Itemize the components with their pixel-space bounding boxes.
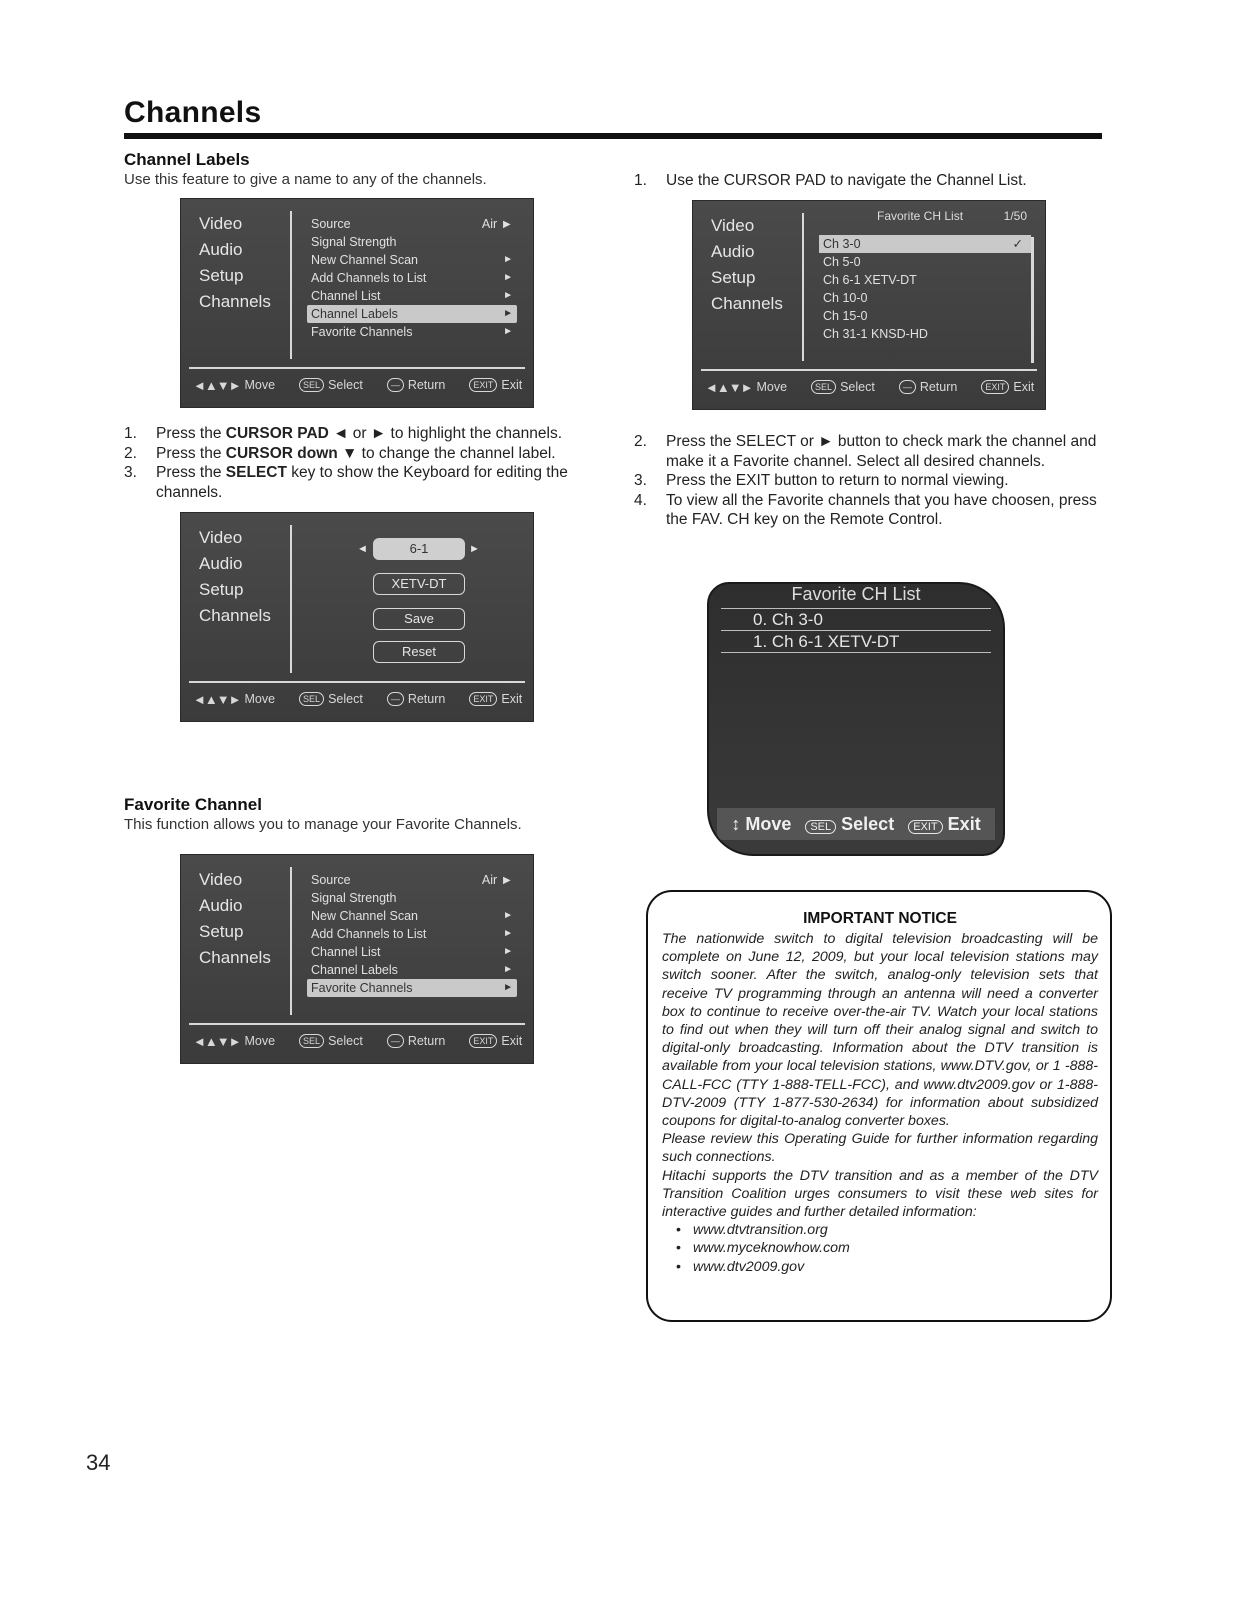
osd-channel-number: 6-1 xyxy=(373,538,465,560)
list-item: Ch 10-0 xyxy=(823,291,868,305)
osd-footer-rule xyxy=(189,681,525,683)
osd-screen-label-edit xyxy=(180,512,534,722)
osd-menu-setup: Setup xyxy=(199,922,244,941)
osd-menu-setup: Setup xyxy=(199,266,244,285)
list-item: Ch 5-0 xyxy=(823,255,861,269)
list-item: Ch 15-0 xyxy=(823,309,868,323)
sel-key-icon: SEL xyxy=(299,692,324,706)
notice-paragraph: Hitachi supports the DTV transition and as a member of the DTV Transition Coalition urges consumers to visit these web sites for interactive guides and further detailed information: xyxy=(662,1167,1098,1221)
page-number: 34 xyxy=(86,1450,111,1475)
osd-divider xyxy=(802,213,804,361)
notice-link: • www.myceknowhow.com xyxy=(676,1239,1098,1257)
fav-screen-rule xyxy=(721,652,991,653)
osd-item-channel-list: Channel List ► xyxy=(311,945,513,959)
osd-main-menu xyxy=(711,213,783,317)
osd-item-favorite-channels: Favorite Channels ► xyxy=(307,979,517,997)
osd-footer: ◄▲▼► Move SEL Select — Return EXIT Exit xyxy=(193,691,523,707)
cursor-arrows-icon: ◄▲▼► xyxy=(193,691,241,707)
sel-key-icon: SEL xyxy=(299,1034,324,1048)
fav-screen-footer: ↕ Move SEL Select EXIT Exit xyxy=(717,808,995,840)
osd-main-menu xyxy=(199,525,271,629)
sel-key-icon: SEL xyxy=(811,380,836,394)
list-item: Ch 31-1 KNSD-HD xyxy=(823,327,928,341)
osd-save-button: Save xyxy=(373,608,465,630)
osd-item-signal-strength: Signal Strength xyxy=(311,891,397,905)
right-arrow-icon: ► xyxy=(469,543,480,555)
osd-item-new-channel-scan: New Channel Scan ► xyxy=(311,909,513,923)
notice-link: • www.dtvtransition.org xyxy=(676,1221,1098,1239)
osd-menu-setup: Setup xyxy=(711,268,756,287)
osd-item-favorite-channels: Favorite Channels ► xyxy=(311,325,513,339)
osd-menu-video: Video xyxy=(199,528,243,547)
list-item: 4. To view all the Favorite channels that you have choosen, press the FAV. CH key on the Remote Control. xyxy=(634,491,1097,528)
right-steps-first xyxy=(634,171,1114,191)
return-key-icon: — xyxy=(387,692,404,706)
osd-fav-list xyxy=(819,235,1031,343)
list-item: 3. Press the EXIT button to return to normal viewing. xyxy=(634,472,1009,489)
osd-item-add-channels: Add Channels to List ► xyxy=(311,927,513,941)
exit-key-icon: EXIT xyxy=(981,380,1009,394)
exit-key-icon: EXIT xyxy=(469,378,497,392)
osd-menu-audio: Audio xyxy=(711,242,755,261)
osd-item-source: Source Air ► xyxy=(311,217,513,231)
osd-divider xyxy=(290,211,292,359)
osd-submenu xyxy=(307,215,517,341)
right-steps-rest xyxy=(634,432,1104,530)
osd-footer: ◄▲▼► Move SEL Select — Return EXIT Exit xyxy=(193,1033,523,1049)
osd-footer: ◄▲▼► Move SEL Select — Return EXIT Exit xyxy=(193,377,523,393)
osd-menu-audio: Audio xyxy=(199,554,243,573)
return-key-icon: — xyxy=(899,380,916,394)
osd-menu-channels: Channels xyxy=(711,294,783,313)
osd-divider xyxy=(290,525,292,673)
checkmark-icon: ✓ xyxy=(1012,237,1023,251)
osd-divider xyxy=(290,867,292,1015)
exit-key-icon: EXIT xyxy=(469,692,497,706)
osd-screen-favorite-list xyxy=(692,200,1046,410)
osd-menu-setup: Setup xyxy=(199,580,244,599)
list-item: 1. Press the CURSOR PAD ◄ or ► to highlight the channels. xyxy=(124,425,563,442)
channel-labels-intro: Use this feature to give a name to any of the channels. xyxy=(124,171,487,188)
list-item: Ch 6-1 XETV-DT xyxy=(823,273,917,287)
fav-ch-list-screen xyxy=(707,582,1005,856)
osd-menu-audio: Audio xyxy=(199,896,243,915)
osd-menu-video: Video xyxy=(199,870,243,889)
osd-submenu xyxy=(307,871,517,997)
osd-main-menu xyxy=(199,867,271,971)
osd-menu-video: Video xyxy=(711,216,755,235)
osd-fav-list-header: Favorite CH List 1/50 xyxy=(877,209,1027,223)
osd-screen-favorite-channels xyxy=(180,854,534,1064)
osd-menu-channels: Channels xyxy=(199,948,271,967)
cursor-arrows-icon: ◄▲▼► xyxy=(193,1033,241,1049)
list-item: 0. Ch 3-0 xyxy=(753,610,823,629)
left-arrow-icon: ◄ xyxy=(357,543,368,555)
osd-footer-rule xyxy=(701,369,1037,371)
notice-links xyxy=(676,1221,1098,1276)
osd-menu-audio: Audio xyxy=(199,240,243,259)
osd-item-add-channels: Add Channels to List ► xyxy=(311,271,513,285)
list-item: 3. Press the SELECT key to show the Keyboard for editing the channels. xyxy=(124,464,568,501)
exit-key-icon: EXIT xyxy=(908,820,942,834)
list-item: 2. Press the CURSOR down ▼ to change the channel label. xyxy=(124,444,556,462)
osd-reset-button: Reset xyxy=(373,641,465,663)
title-rule xyxy=(124,133,1102,139)
osd-menu-channels: Channels xyxy=(199,606,271,625)
return-key-icon: — xyxy=(387,378,404,392)
updown-arrow-icon: ↕ xyxy=(731,813,741,834)
return-key-icon: — xyxy=(387,1034,404,1048)
osd-screen-channel-labels xyxy=(180,198,534,408)
osd-channel-label: XETV-DT xyxy=(373,573,465,595)
osd-item-channel-list: Channel List ► xyxy=(311,289,513,303)
sel-key-icon: SEL xyxy=(299,378,324,392)
channel-labels-heading: Channel Labels xyxy=(124,150,250,169)
osd-item-new-channel-scan: New Channel Scan ► xyxy=(311,253,513,267)
osd-item-signal-strength: Signal Strength xyxy=(311,235,397,249)
osd-footer: ◄▲▼► Move SEL Select — Return EXIT Exit xyxy=(705,379,1035,395)
cursor-arrows-icon: ◄▲▼► xyxy=(705,379,753,395)
notice-paragraph: The nationwide switch to digital television broadcasting will be complete on June 12, 2009, but your local television stations may switch sooner. After the switch, analog-only television sets that receive TV programming through an antenna will need a converter box to continue to receive over-the-air TV. Watch your local stations to find out when they will turn off their analog signal and switch to digital-only broadcasting. Information about the DTV transition is available from your local television stations, www.DTV.gov, or 1 -888-CALL-FCC (TTY 1-888-TELL-FCC), and www.dtv2009.gov or 1-888-DTV-2009 (TTY 1-877-530-2634) for information about subsidized coupons for digital-to-analog converter boxes. xyxy=(662,931,1098,1130)
fav-screen-rule xyxy=(721,630,991,631)
osd-main-menu xyxy=(199,211,271,315)
osd-item-source: Source Air ► xyxy=(311,873,513,887)
osd-menu-channels: Channels xyxy=(199,292,271,311)
fav-screen-title: Favorite CH List xyxy=(791,584,921,604)
sel-key-icon: SEL xyxy=(805,820,836,834)
osd-item-channel-labels: Channel Labels ► xyxy=(311,963,513,977)
list-item: 1. Ch 6-1 XETV-DT xyxy=(753,632,900,651)
osd-item-channel-labels: Channel Labels ► xyxy=(307,305,517,323)
osd-menu-video: Video xyxy=(199,214,243,233)
fav-screen-rule xyxy=(721,608,991,609)
page-title: Channels xyxy=(124,96,262,129)
favorite-channel-intro: This function allows you to manage your Favorite Channels. xyxy=(124,816,522,833)
exit-key-icon: EXIT xyxy=(469,1034,497,1048)
notice-link: • www.dtv2009.gov xyxy=(676,1258,1098,1276)
notice-paragraph: Please review this Operating Guide for further information regarding such connections. xyxy=(662,1131,1098,1166)
cursor-arrows-icon: ◄▲▼► xyxy=(193,377,241,393)
list-item: 1. Use the CURSOR PAD to navigate the Channel List. xyxy=(634,172,1027,189)
list-item: Ch 3-0 ✓ xyxy=(819,235,1031,253)
osd-footer-rule xyxy=(189,367,525,369)
important-notice xyxy=(646,890,1112,1322)
channel-labels-steps xyxy=(124,424,594,502)
osd-footer-rule xyxy=(189,1023,525,1025)
notice-title: IMPORTANT NOTICE xyxy=(803,910,957,927)
list-item: 2. Press the SELECT or ► button to check mark the channel and make it a Favorite channel. Select all desired channels. xyxy=(634,433,1097,470)
favorite-channel-heading: Favorite Channel xyxy=(124,795,262,814)
osd-scrollbar xyxy=(1031,237,1034,363)
